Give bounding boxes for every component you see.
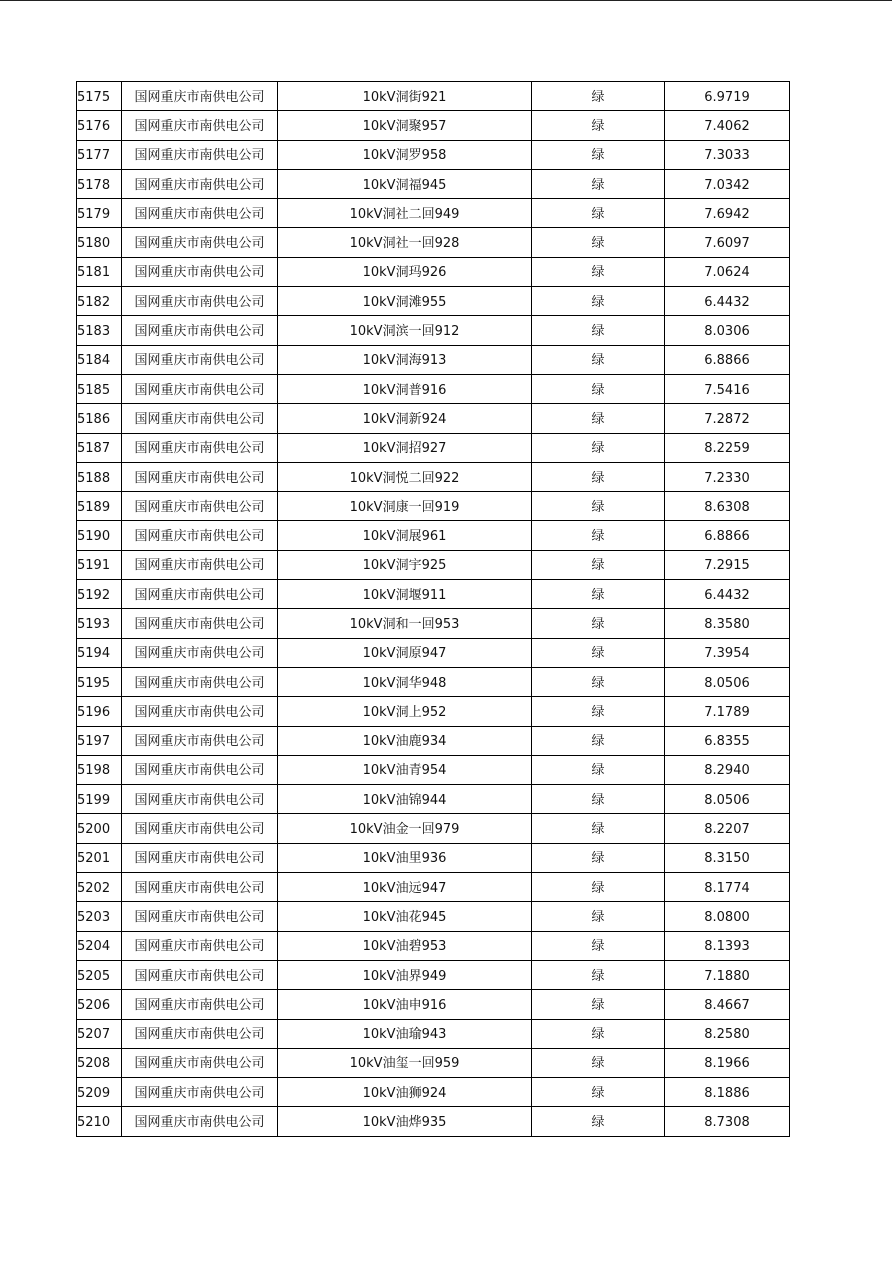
status-cell: 绿 [532,697,665,726]
table-row [77,960,790,989]
row-id-cell: 5178 [77,169,122,198]
row-id-cell: 5210 [77,1107,122,1136]
table-row [77,785,790,814]
company-cell: 国网重庆市南供电公司 [122,462,278,491]
value-cell: 6.8355 [665,726,790,755]
line-name-cell: 10kV洞聚957 [278,111,532,140]
value-cell: 7.1880 [665,960,790,989]
table-row [77,462,790,491]
status-cell: 绿 [532,521,665,550]
value-cell: 7.0342 [665,169,790,198]
value-cell: 8.6308 [665,492,790,521]
value-cell: 6.4432 [665,580,790,609]
company-cell: 国网重庆市南供电公司 [122,492,278,521]
table-row [77,726,790,755]
line-name-cell: 10kV洞上952 [278,697,532,726]
table-row [77,140,790,169]
line-name-cell: 10kV洞玛926 [278,257,532,286]
company-cell: 国网重庆市南供电公司 [122,609,278,638]
row-id-cell: 5206 [77,990,122,1019]
value-cell: 8.1393 [665,931,790,960]
status-cell: 绿 [532,345,665,374]
value-cell: 8.0800 [665,902,790,931]
company-cell: 国网重庆市南供电公司 [122,843,278,872]
status-cell: 绿 [532,580,665,609]
line-name-cell: 10kV洞堰911 [278,580,532,609]
company-cell: 国网重庆市南供电公司 [122,199,278,228]
row-id-cell: 5209 [77,1078,122,1107]
value-cell: 7.3033 [665,140,790,169]
company-cell: 国网重庆市南供电公司 [122,82,278,111]
company-cell: 国网重庆市南供电公司 [122,960,278,989]
line-name-cell: 10kV洞街921 [278,82,532,111]
row-id-cell: 5177 [77,140,122,169]
status-cell: 绿 [532,111,665,140]
company-cell: 国网重庆市南供电公司 [122,873,278,902]
value-cell: 6.9719 [665,82,790,111]
table-row [77,169,790,198]
line-name-cell: 10kV油烨935 [278,1107,532,1136]
row-id-cell: 5204 [77,931,122,960]
line-name-cell: 10kV洞社二回949 [278,199,532,228]
value-cell: 8.2580 [665,1019,790,1048]
line-name-cell: 10kV油碧953 [278,931,532,960]
status-cell: 绿 [532,873,665,902]
company-cell: 国网重庆市南供电公司 [122,345,278,374]
table-row [77,345,790,374]
company-cell: 国网重庆市南供电公司 [122,287,278,316]
company-cell: 国网重庆市南供电公司 [122,433,278,462]
line-name-cell: 10kV洞滩955 [278,287,532,316]
row-id-cell: 5188 [77,462,122,491]
table-row [77,931,790,960]
company-cell: 国网重庆市南供电公司 [122,1078,278,1107]
row-id-cell: 5192 [77,580,122,609]
line-name-cell: 10kV油狮924 [278,1078,532,1107]
row-id-cell: 5183 [77,316,122,345]
table-row [77,550,790,579]
status-cell: 绿 [532,843,665,872]
status-cell: 绿 [532,404,665,433]
line-name-cell: 10kV油鹿934 [278,726,532,755]
status-cell: 绿 [532,785,665,814]
table-row [77,814,790,843]
row-id-cell: 5197 [77,726,122,755]
status-cell: 绿 [532,169,665,198]
table-row [77,755,790,784]
page-top-rule [0,0,892,1]
table-row [77,1019,790,1048]
line-name-cell: 10kV洞和一回953 [278,609,532,638]
company-cell: 国网重庆市南供电公司 [122,1048,278,1077]
line-name-cell: 10kV油瑜943 [278,1019,532,1048]
company-cell: 国网重庆市南供电公司 [122,111,278,140]
value-cell: 7.5416 [665,374,790,403]
line-name-cell: 10kV洞悦二回922 [278,462,532,491]
line-name-cell: 10kV洞宇925 [278,550,532,579]
row-id-cell: 5191 [77,550,122,579]
company-cell: 国网重庆市南供电公司 [122,755,278,784]
line-name-cell: 10kV洞招927 [278,433,532,462]
value-cell: 7.2915 [665,550,790,579]
table-row [77,902,790,931]
row-id-cell: 5203 [77,902,122,931]
value-cell: 8.2259 [665,433,790,462]
row-id-cell: 5208 [77,1048,122,1077]
line-name-cell: 10kV油锦944 [278,785,532,814]
line-name-cell: 10kV油花945 [278,902,532,931]
table-row [77,492,790,521]
company-cell: 国网重庆市南供电公司 [122,1107,278,1136]
status-cell: 绿 [532,462,665,491]
company-cell: 国网重庆市南供电公司 [122,697,278,726]
table-row [77,404,790,433]
line-name-cell: 10kV油玺一回959 [278,1048,532,1077]
table-row [77,1048,790,1077]
company-cell: 国网重庆市南供电公司 [122,140,278,169]
row-id-cell: 5175 [77,82,122,111]
status-cell: 绿 [532,931,665,960]
company-cell: 国网重庆市南供电公司 [122,404,278,433]
row-id-cell: 5189 [77,492,122,521]
row-id-cell: 5200 [77,814,122,843]
row-id-cell: 5199 [77,785,122,814]
value-cell: 8.2207 [665,814,790,843]
company-cell: 国网重庆市南供电公司 [122,257,278,286]
company-cell: 国网重庆市南供电公司 [122,931,278,960]
line-name-cell: 10kV洞福945 [278,169,532,198]
row-id-cell: 5190 [77,521,122,550]
line-name-cell: 10kV洞罗958 [278,140,532,169]
row-id-cell: 5198 [77,755,122,784]
table-row [77,873,790,902]
table-row [77,257,790,286]
row-id-cell: 5195 [77,667,122,696]
row-id-cell: 5196 [77,697,122,726]
line-name-cell: 10kV洞海913 [278,345,532,374]
value-cell: 6.4432 [665,287,790,316]
company-cell: 国网重庆市南供电公司 [122,902,278,931]
company-cell: 国网重庆市南供电公司 [122,521,278,550]
company-cell: 国网重庆市南供电公司 [122,667,278,696]
status-cell: 绿 [532,82,665,111]
value-cell: 7.6097 [665,228,790,257]
value-cell: 8.1966 [665,1048,790,1077]
table-row [77,638,790,667]
value-cell: 8.1886 [665,1078,790,1107]
row-id-cell: 5185 [77,374,122,403]
status-cell: 绿 [532,1048,665,1077]
value-cell: 7.2872 [665,404,790,433]
line-name-cell: 10kV洞新924 [278,404,532,433]
row-id-cell: 5180 [77,228,122,257]
table-row [77,521,790,550]
row-id-cell: 5187 [77,433,122,462]
status-cell: 绿 [532,1019,665,1048]
value-cell: 7.4062 [665,111,790,140]
table-row [77,609,790,638]
value-cell: 7.2330 [665,462,790,491]
company-cell: 国网重庆市南供电公司 [122,316,278,345]
value-cell: 8.3150 [665,843,790,872]
status-cell: 绿 [532,287,665,316]
status-cell: 绿 [532,492,665,521]
row-id-cell: 5182 [77,287,122,316]
row-id-cell: 5207 [77,1019,122,1048]
status-cell: 绿 [532,316,665,345]
row-id-cell: 5176 [77,111,122,140]
line-name-cell: 10kV洞华948 [278,667,532,696]
status-cell: 绿 [532,902,665,931]
row-id-cell: 5201 [77,843,122,872]
status-cell: 绿 [532,433,665,462]
table-row [77,1107,790,1136]
table-row [77,697,790,726]
line-name-cell: 10kV洞原947 [278,638,532,667]
line-name-cell: 10kV油青954 [278,755,532,784]
status-cell: 绿 [532,1078,665,1107]
status-cell: 绿 [532,140,665,169]
table-row [77,667,790,696]
company-cell: 国网重庆市南供电公司 [122,169,278,198]
value-cell: 8.3580 [665,609,790,638]
value-cell: 8.7308 [665,1107,790,1136]
line-name-cell: 10kV洞滨一回912 [278,316,532,345]
status-cell: 绿 [532,960,665,989]
row-id-cell: 5179 [77,199,122,228]
table-body [77,82,790,1137]
status-cell: 绿 [532,726,665,755]
line-name-cell: 10kV洞康一回919 [278,492,532,521]
table-row [77,433,790,462]
row-id-cell: 5205 [77,960,122,989]
company-cell: 国网重庆市南供电公司 [122,726,278,755]
status-cell: 绿 [532,374,665,403]
company-cell: 国网重庆市南供电公司 [122,228,278,257]
status-cell: 绿 [532,1107,665,1136]
status-cell: 绿 [532,755,665,784]
table-row [77,316,790,345]
row-id-cell: 5181 [77,257,122,286]
company-cell: 国网重庆市南供电公司 [122,785,278,814]
line-name-cell: 10kV油远947 [278,873,532,902]
value-cell: 8.0306 [665,316,790,345]
table-row [77,111,790,140]
line-name-cell: 10kV油界949 [278,960,532,989]
table-row [77,374,790,403]
value-cell: 7.3954 [665,638,790,667]
company-cell: 国网重庆市南供电公司 [122,1019,278,1048]
line-name-cell: 10kV油申916 [278,990,532,1019]
value-cell: 6.8866 [665,521,790,550]
table-row [77,82,790,111]
table-row [77,228,790,257]
value-cell: 6.8866 [665,345,790,374]
value-cell: 7.1789 [665,697,790,726]
table-row [77,843,790,872]
value-cell: 7.6942 [665,199,790,228]
line-name-cell: 10kV洞普916 [278,374,532,403]
table-row [77,580,790,609]
line-name-cell: 10kV油里936 [278,843,532,872]
table-row [77,1078,790,1107]
company-cell: 国网重庆市南供电公司 [122,638,278,667]
row-id-cell: 5184 [77,345,122,374]
status-cell: 绿 [532,638,665,667]
value-cell: 7.0624 [665,257,790,286]
row-id-cell: 5193 [77,609,122,638]
line-name-cell: 10kV油金一回979 [278,814,532,843]
value-cell: 8.0506 [665,785,790,814]
row-id-cell: 5202 [77,873,122,902]
company-cell: 国网重庆市南供电公司 [122,580,278,609]
status-cell: 绿 [532,990,665,1019]
table-row [77,990,790,1019]
line-name-cell: 10kV洞展961 [278,521,532,550]
status-cell: 绿 [532,257,665,286]
data-table [76,81,790,1137]
line-name-cell: 10kV洞社一回928 [278,228,532,257]
company-cell: 国网重庆市南供电公司 [122,550,278,579]
value-cell: 8.4667 [665,990,790,1019]
company-cell: 国网重庆市南供电公司 [122,814,278,843]
status-cell: 绿 [532,550,665,579]
status-cell: 绿 [532,228,665,257]
company-cell: 国网重庆市南供电公司 [122,990,278,1019]
table-row [77,287,790,316]
status-cell: 绿 [532,814,665,843]
status-cell: 绿 [532,609,665,638]
company-cell: 国网重庆市南供电公司 [122,374,278,403]
table-row [77,199,790,228]
value-cell: 8.0506 [665,667,790,696]
row-id-cell: 5194 [77,638,122,667]
row-id-cell: 5186 [77,404,122,433]
value-cell: 8.1774 [665,873,790,902]
status-cell: 绿 [532,667,665,696]
status-cell: 绿 [532,199,665,228]
value-cell: 8.2940 [665,755,790,784]
